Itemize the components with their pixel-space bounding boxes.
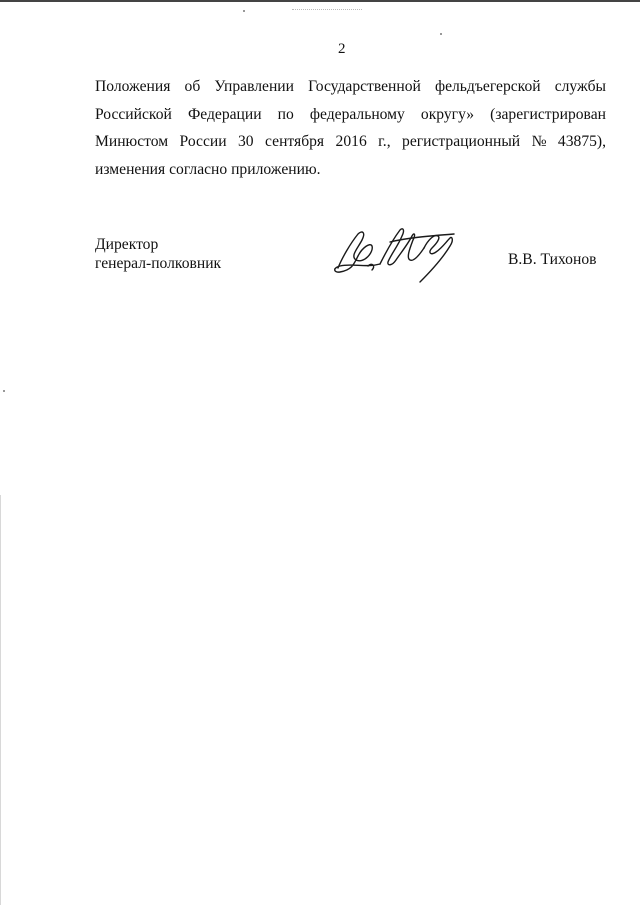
body-paragraph: [95, 73, 606, 183]
signatory-block: [95, 235, 221, 273]
scan-top-edge: [0, 0, 640, 2]
word: округу»: [420, 105, 475, 123]
scan-left-edge: [0, 495, 1, 905]
word: 30: [238, 133, 254, 150]
word: России: [179, 133, 227, 150]
word: 43875),: [557, 133, 606, 150]
word: Управлении: [214, 78, 294, 95]
signatory-rank: генерал-полковник: [95, 255, 222, 272]
scan-artifact: [243, 10, 245, 12]
text-line: [95, 73, 606, 101]
word: Минюстом: [95, 133, 169, 150]
text-line: [95, 101, 606, 129]
word: Российской: [95, 105, 172, 123]
word: г.,: [378, 133, 391, 150]
word: об: [184, 78, 201, 95]
scan-artifact: [440, 33, 442, 35]
signatory-name: В.В. Тихонов: [508, 251, 597, 268]
word: Положения: [95, 78, 171, 95]
signatory-position: Директор: [95, 236, 159, 253]
scan-artifact: [3, 390, 5, 392]
word: фельдъегерской: [435, 78, 541, 95]
scan-artifact: [292, 9, 362, 14]
word: службы: [554, 78, 606, 95]
word: по: [277, 105, 294, 123]
word: №: [531, 133, 547, 150]
text-line: [95, 156, 606, 184]
word: регистрационный: [402, 133, 521, 150]
word: 2016: [335, 133, 367, 150]
word: Государственной: [308, 78, 421, 95]
word: федеральному: [309, 105, 405, 123]
word: изменения согласно приложению.: [95, 160, 321, 178]
word: Федерации: [187, 105, 262, 123]
handwritten-signature-icon: [328, 222, 460, 284]
text-line: [95, 128, 606, 156]
page-number: 2: [338, 41, 346, 57]
word: (зарегистрирован: [490, 105, 606, 123]
word: сентября: [265, 133, 325, 150]
